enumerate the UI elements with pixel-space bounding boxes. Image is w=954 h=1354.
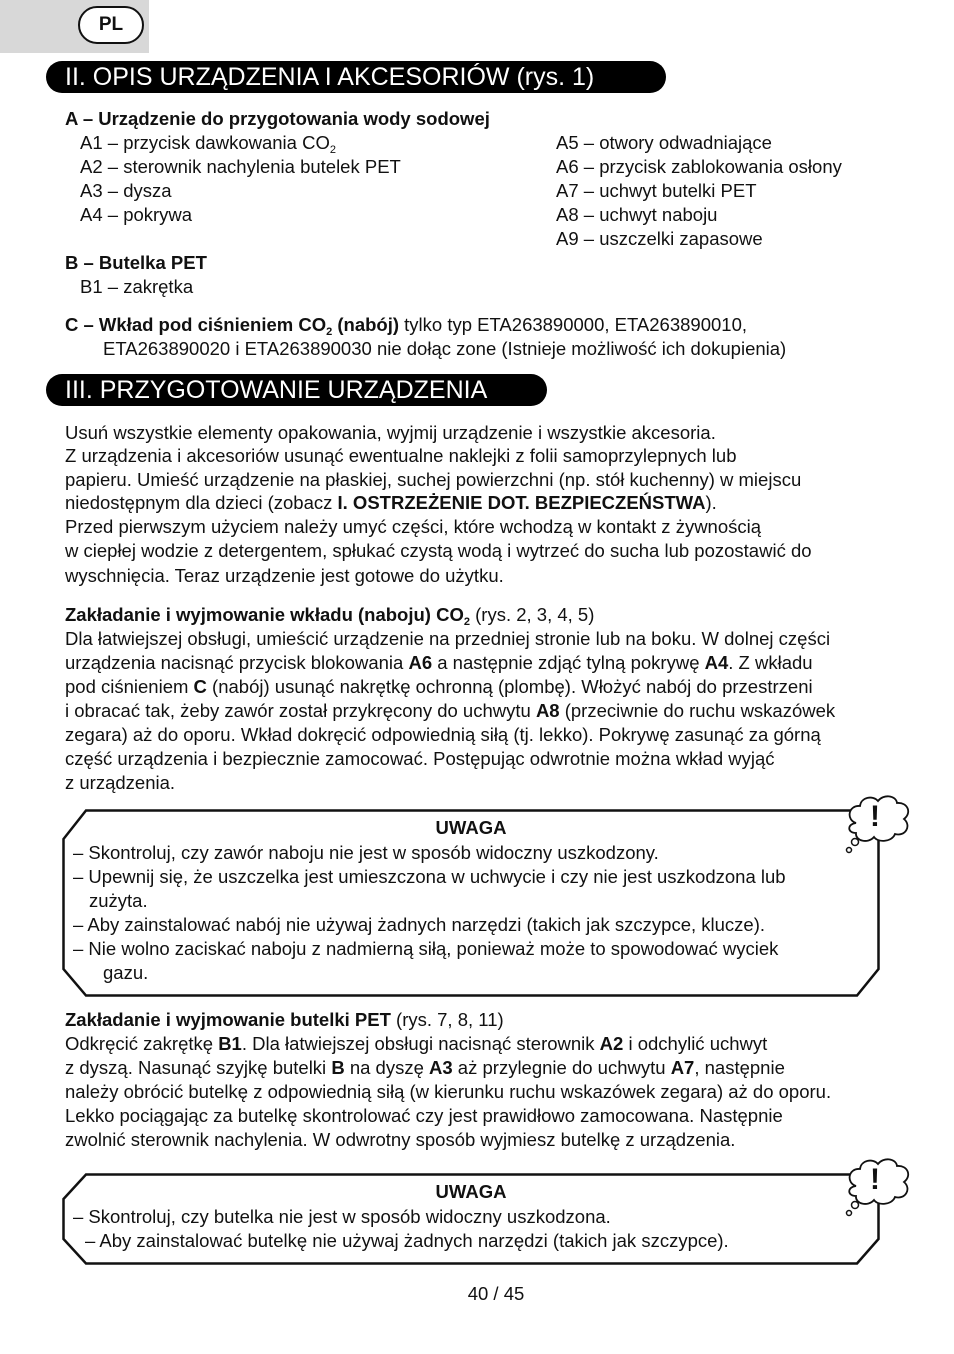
prep-line-2: Z urządzenia i akcesoriów usunąć ewentualne naklejki z folii samoprzylepnych lub bbox=[65, 445, 737, 466]
cartridge-line-6: część urządzenia i bezpiecznie zamocować. Postępując odwrotnie można wkład wyjąć bbox=[65, 748, 775, 769]
bottle-line-5: zwolnić sterownik nachylenia. W odwrotny sposób wyjmiesz butelkę z urządzenia. bbox=[65, 1129, 736, 1150]
warning-1-item-2: – Upewnij się, że uszczelka jest umieszczona w uchwycie i czy nie jest uszkodzona lub bbox=[73, 866, 786, 887]
warning-box-2 bbox=[62, 1173, 880, 1265]
part-a8: A8 – uchwyt naboju bbox=[556, 204, 718, 225]
part-a3: A3 – dysza bbox=[80, 180, 172, 201]
part-a4: A4 – pokrywa bbox=[80, 204, 193, 225]
warning-1-item-4: – Nie wolno zaciskać naboju z nadmierną siłą, ponieważ może to spowodować wyciek bbox=[73, 938, 779, 959]
warning-1-item-2-cont: zużyta. bbox=[89, 890, 148, 911]
prep-line-3: papieru. Umieść urządzenie na płaskiej, suchej powierzchni (np. stół kuchenny) w miejscu bbox=[65, 469, 802, 490]
cartridge-line-3: pod ciśnieniem C (nabój) usunąć nakrętkę ochronną (plombę). Włożyć nabój do przestrzeni bbox=[65, 676, 813, 697]
device-heading: A – Urządzenie do przygotowania wody sodowej bbox=[65, 108, 490, 129]
bottle-install-heading: Zakładanie i wyjmowanie butelki PET (rys. 7, 8, 11) bbox=[65, 1009, 504, 1030]
exclamation-cloud-icon: ! bbox=[842, 1156, 914, 1220]
bottle-heading: B – Butelka PET bbox=[65, 252, 207, 273]
exclamation-cloud-icon: ! bbox=[842, 793, 914, 857]
language-badge: PL bbox=[78, 6, 144, 44]
bottle-line-3: należy obrócić butelkę z odpowiednią siłą (w kierunku ruchu wskazówek zegara) aż do oporu. bbox=[65, 1081, 832, 1102]
bottle-line-4: Lekko pociągając za butelkę skontrolować czy jest prawidłowo zamocowana. Następnie bbox=[65, 1105, 783, 1126]
cartridge-line-7: z urządzenia. bbox=[65, 772, 176, 793]
part-a1: A1 – przycisk dawkowania $CO_2$ bbox=[80, 132, 336, 156]
part-a5: A5 – otwory odwadniające bbox=[556, 132, 772, 153]
warning-2-title: UWAGA bbox=[435, 1181, 507, 1202]
warning-1-title: UWAGA bbox=[435, 817, 507, 838]
page-number: 40 / 45 bbox=[467, 1283, 525, 1304]
prep-line-5: Przed pierwszym użyciem należy umyć części, które wchodzą w kontakt z żywnością bbox=[65, 516, 762, 537]
part-a7: A7 – uchwyt butelki PET bbox=[556, 180, 757, 201]
warning-2-item-1: – Skontroluj, czy butelka nie jest w sposób widoczny uszkodzona. bbox=[73, 1206, 611, 1227]
part-b1: B1 – zakrętka bbox=[80, 276, 194, 297]
warning-box-1 bbox=[62, 809, 880, 997]
part-a9: A9 – uszczelki zapasowe bbox=[556, 228, 763, 249]
bottle-line-2: z dyszą. Nasunąć szyjkę butelki B na dyszę A3 aż przylegnie do uchwytu A7, następnie bbox=[65, 1057, 785, 1078]
cartridge-line-4: i obracać tak, żeby zawór został przykręcony do uchwytu A8 (przeciwnie do ruchu wskazówek bbox=[65, 700, 836, 721]
cartridge-heading: Zakładanie i wyjmowanie wkładu (naboju) $CO_2$ (rys. 2, 3, 4, 5) bbox=[65, 604, 595, 628]
cartridge-description-line-1: C – Wkład pod ciśnieniem $CO_2$ (nabój) tylko typ ETA263890000, ETA263890010, bbox=[65, 314, 747, 338]
cartridge-line-1: Dla łatwiejszej obsługi, umieścić urządzenie na przedniej stronie lub na boku. W dolnej części bbox=[65, 628, 831, 649]
prep-line-6: w ciepłej wodzie z detergentem, spłukać czystą wodą i wytrzeć do sucha lub pozostawić do bbox=[65, 540, 812, 561]
cartridge-description-line-2: ETA263890020 i ETA263890030 nie dołąc zone (Istnieje możliwość ich dokupienia) bbox=[103, 338, 787, 359]
section-3-title: III. PRZYGOTOWANIE URZĄDZENIA bbox=[46, 374, 547, 406]
part-a2: A2 – sterownik nachylenia butelek PET bbox=[80, 156, 401, 177]
bottle-line-1: Odkręcić zakrętkę B1. Dla łatwiejszej obsługi nacisnąć sterownik A2 i odchylić uchwyt bbox=[65, 1033, 768, 1054]
warning-1-item-4-cont: gazu. bbox=[103, 962, 149, 983]
prep-line-4: niedostępnym dla dzieci (zobacz I. OSTRZEŻENIE DOT. BEZPIECZEŃSTWA). bbox=[65, 492, 717, 513]
section-2-title: II. OPIS URZĄDZENIA I AKCESORIÓW (rys. 1) bbox=[46, 61, 666, 93]
prep-line-1: Usuń wszystkie elementy opakowania, wyjmij urządzenie i wszystkie akcesoria. bbox=[65, 422, 716, 443]
warning-1-item-3: – Aby zainstalować nabój nie używaj żadnych narzędzi (takich jak szczypce, klucze). bbox=[73, 914, 766, 935]
warning-2-item-2: – Aby zainstalować butelkę nie używaj żadnych narzędzi (takich jak szczypce). bbox=[85, 1230, 729, 1251]
prep-line-7: wyschnięcia. Teraz urządzenie jest gotowe do użytku. bbox=[65, 565, 504, 586]
cartridge-line-5: zegara) aż do oporu. Wkład dokręcić odpowiednią siłą (tj. lekko). Pokrywę zasunąć za górną bbox=[65, 724, 821, 745]
warning-1-item-1: – Skontroluj, czy zawór naboju nie jest w sposób widoczny uszkodzony. bbox=[73, 842, 659, 863]
cartridge-line-2: urządzenia nacisnąć przycisk blokowania A6 a następnie zdjąć tylną pokrywę A4. Z wkładu bbox=[65, 652, 813, 673]
part-a6: A6 – przycisk zablokowania osłony bbox=[556, 156, 842, 177]
